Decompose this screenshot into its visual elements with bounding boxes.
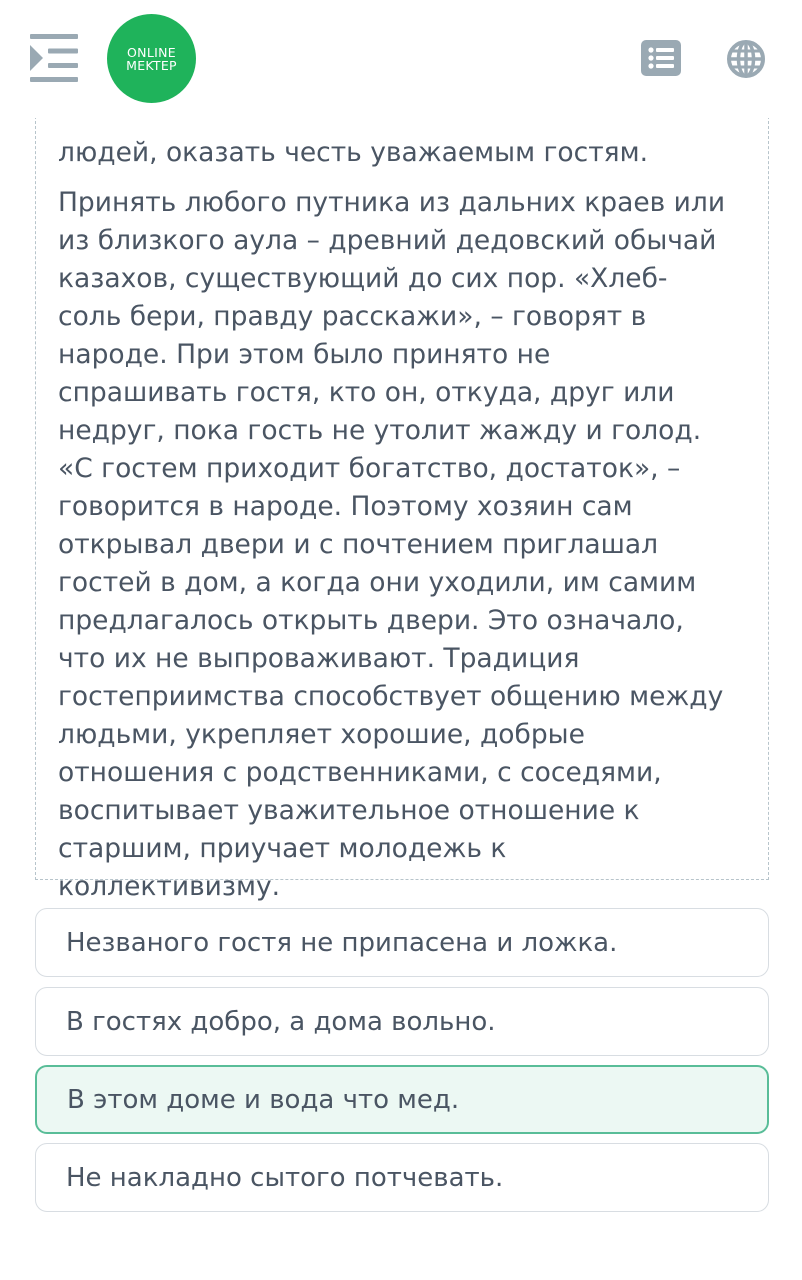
passage-paragraph: Принять любого путника из дальних краев или из близкого аула – древний дедовский обычай казахов, существующий до сих пор. «Хлеб-соль бери, правду расскажи», – говорят в народе. При этом было принято не спрашивать гостя, кто он, откуда, друг или недруг, пока гость не утолит жажду и голод. «С гостем приходит богатство, достаток», – говорится в народе. Поэтому хозяин сам открывал двери и с почтением приглашал гостей в дом, а когда они уходили, им самим предлагалось открыть двери. Это означало, что их не выпроваживают. Традиция гостеприимства способствует общению между людьми, укрепляет хорошие, добрые отношения с родственниками, с соседями, воспитывает уважительное отношение к старшим, приучает молодежь к коллективизму.: [58, 187, 726, 902]
answer-option-label: Не накладно сытого потчевать.: [66, 1162, 504, 1193]
answer-option-3-selected[interactable]: [35, 1065, 769, 1134]
reading-passage: [35, 96, 769, 902]
list-icon[interactable]: [641, 40, 681, 78]
logo-line-1: ONLINE: [127, 44, 176, 60]
passage-partial-line: людей, оказать честь уважаемым гостям.: [58, 137, 649, 168]
answer-option-1[interactable]: [35, 908, 769, 977]
logo-line-2: MEKTEP: [126, 57, 177, 73]
menu-indent-icon[interactable]: [30, 34, 80, 84]
globe-icon[interactable]: [726, 39, 766, 79]
answer-option-4[interactable]: [35, 1143, 769, 1212]
top-bar: [0, 0, 802, 118]
answer-option-label: В гостях добро, а дома вольно.: [66, 1006, 496, 1037]
answer-option-label: Незваного гостя не припасена и ложка.: [66, 927, 618, 958]
online-mektep-logo[interactable]: [107, 14, 196, 103]
answer-option-label: В этом доме и вода что мед.: [67, 1084, 460, 1115]
answer-option-2[interactable]: [35, 987, 769, 1056]
